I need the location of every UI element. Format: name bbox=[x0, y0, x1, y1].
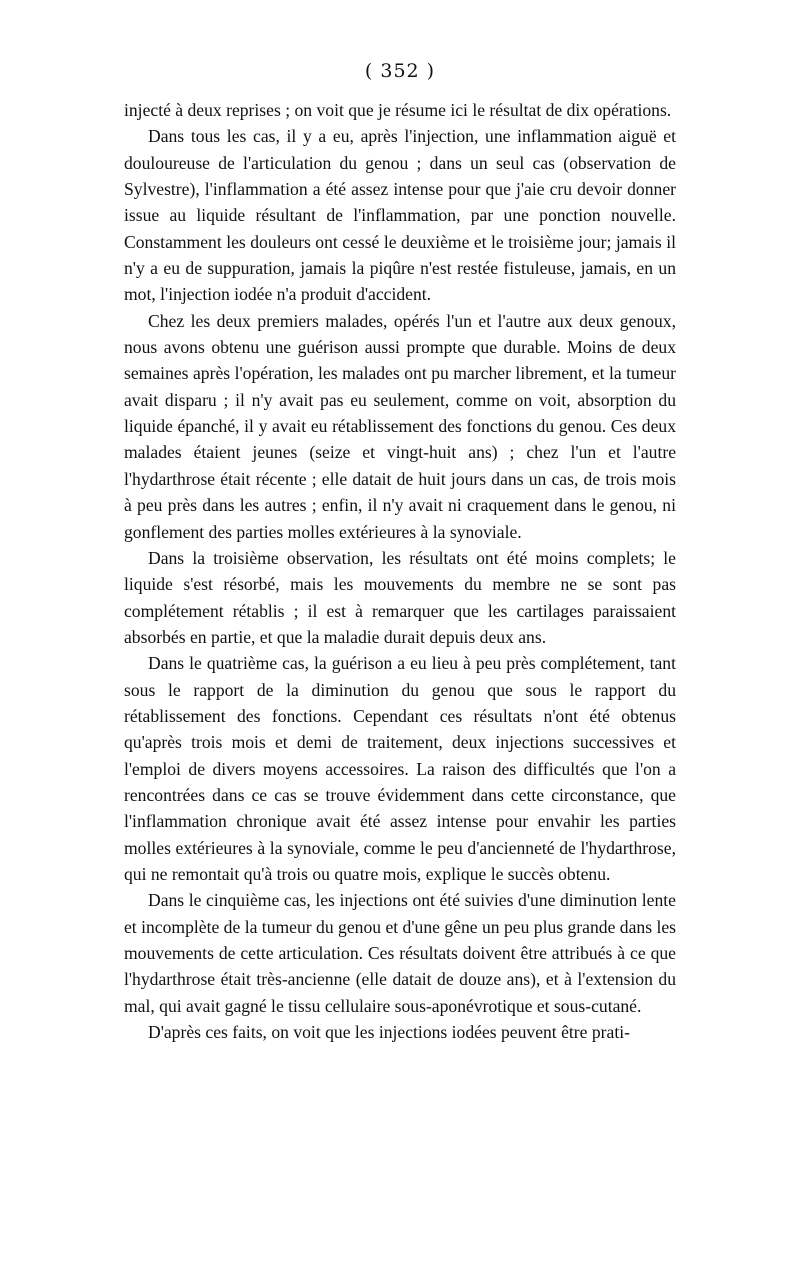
paragraph-inflammation: Dans tous les cas, il y a eu, après l'injection, une inflammation aiguë et douloureuse de l'articulation du genou ; dans un seul cas (observation de Sylvestre), l'inflammation a été assez intense pour que j'aie cru devoir donner issue au liquide résultant de l'inflammation, par une ponction nouvelle. Constamment les douleurs ont cessé le deuxième et le troisième jour; jamais il n'y a eu de suppuration, jamais la piqûre n'est restée fistuleuse, jamais, en un mot, l'injection iodée n'a produit d'accident. bbox=[124, 126, 676, 305]
paragraph-continuation: injecté à deux reprises ; on voit que je résume ici le résultat de dix opérations. bbox=[124, 100, 672, 120]
paragraph-third-observation: Dans la troisième observation, les résultats ont été moins complets; le liquide s'est résorbé, mais les mouvements du membre ne se sont pas complétement rétablis ; il est à remarquer que les cartilages paraissaient absorbés en partie, et que la maladie durait depuis deux ans. bbox=[124, 547, 676, 647]
paragraph-conclusion: D'après ces faits, on voit que les injections iodées peuvent être prati- bbox=[148, 1022, 630, 1043]
paragraph-fifth-case: Dans le cinquième cas, les injections ont été suivies d'une diminution lente et incomplète de la tumeur du genou et d'une gêne un peu plus grande dans les mouvements de cette articulation. Ces résultats doivent être attribués à ce que l'hydarthrose était très-ancienne (elle datait de douze ans), et à l'extension du mal, qui avait gagné le tissu cellulaire sous-aponévrotique et sous-cutané. bbox=[124, 890, 676, 1016]
paragraph-first-patients: Chez les deux premiers malades, opérés l'un et l'autre aux deux genoux, nous avons obtenu une guérison aussi prompte que durable. Moins de deux semaines après l'opération, les malades ont pu marcher librement, et la tumeur avait disparu ; il n'y avait pas eu seulement, comme on voit, absorption du liquide épanché, il y avait eu rétablissement des fonctions du genou. Ces deux malades étaient jeunes (seize et vingt-huit ans) ; chez l'un et l'autre l'hydarthrose était récente ; elle datait de huit jours dans un cas, de trois mois à peu près dans les autres ; enfin, il n'y avait ni craquement dans le genou, ni gonflement des parties molles extérieures à la synoviale. bbox=[124, 310, 676, 542]
page-number: ( 352 ) bbox=[364, 60, 436, 82]
paragraph-fourth-case: Dans le quatrième cas, la guérison a eu lieu à peu près complétement, tant sous le rapport de la diminution du genou que sous le rapport du rétablissement des fonctions. Cependant ces résultats n'ont été obtenus qu'après trois mois et demi de traitement, deux injections successives et l'emploi de divers moyens accessoires. La raison des difficultés que l'on a rencontrées dans ce cas se trouve évidemment dans cette circonstance, que l'inflammation chronique avait été assez intense pour envahir les parties molles extérieures à la synoviale, comme le peu d'ancienneté de l'hydarthrose, qui ne remontait qu'à trois ou quatre mois, explique le succès obtenu. bbox=[124, 653, 676, 884]
body-text bbox=[124, 97, 676, 1045]
